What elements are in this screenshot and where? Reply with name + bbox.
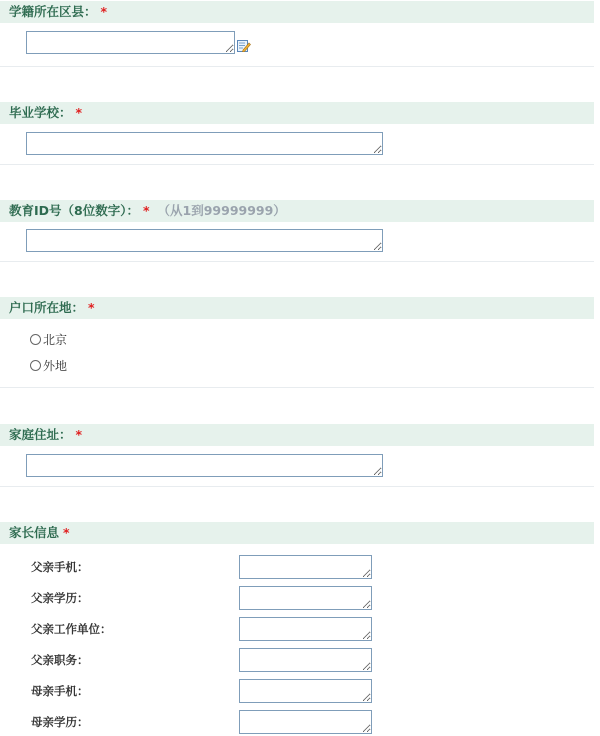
section-divider xyxy=(0,164,594,165)
section-divider xyxy=(0,486,594,487)
radio-circle-icon[interactable] xyxy=(30,360,41,371)
required-mark: * xyxy=(100,4,108,19)
mother-phone-label: 母亲手机： xyxy=(31,684,89,698)
mother-education-input[interactable] xyxy=(239,710,372,734)
father-position-label: 父亲职务： xyxy=(31,653,89,667)
father-education-label: 父亲学历： xyxy=(31,591,89,605)
edit-picker-icon[interactable] xyxy=(237,39,251,52)
father-phone-label: 父亲手机： xyxy=(31,560,89,574)
section-header-hukou xyxy=(0,297,594,319)
address-input[interactable] xyxy=(26,454,383,477)
required-mark: * xyxy=(142,203,150,218)
father-phone-input[interactable] xyxy=(239,555,372,579)
father-education-input[interactable] xyxy=(239,586,372,610)
radio-circle-icon[interactable] xyxy=(30,334,41,345)
section-label: 家庭住址： xyxy=(9,427,72,442)
mother-education-label: 母亲学历： xyxy=(31,715,89,729)
radio-option-other-region[interactable] xyxy=(30,358,67,374)
father-employer-input[interactable] xyxy=(239,617,372,641)
father-employer-label: 父亲工作单位： xyxy=(31,622,112,636)
school-input[interactable] xyxy=(26,132,383,155)
section-divider xyxy=(0,261,594,262)
section-header-address xyxy=(0,424,594,446)
section-header-district xyxy=(0,1,594,23)
required-mark: * xyxy=(88,300,95,315)
radio-label: 外地 xyxy=(43,359,68,373)
required-mark: * xyxy=(75,427,83,442)
section-divider xyxy=(0,387,594,388)
edu-id-hint: （从1到99999999） xyxy=(157,203,286,218)
section-label: 学籍所在区县： xyxy=(9,4,97,19)
section-divider xyxy=(0,66,594,67)
district-input[interactable] xyxy=(26,31,235,54)
mother-phone-input[interactable] xyxy=(239,679,372,703)
section-label: 户口所在地： xyxy=(9,300,85,315)
section-label: 毕业学校： xyxy=(9,105,72,120)
edu-id-input[interactable] xyxy=(26,229,383,252)
radio-option-beijing[interactable] xyxy=(30,332,67,348)
section-header-parents xyxy=(0,522,594,544)
required-mark: * xyxy=(75,105,83,120)
section-label: 家长信息 xyxy=(9,525,60,540)
father-position-input[interactable] xyxy=(239,648,372,672)
required-mark: * xyxy=(63,525,70,540)
section-header-school xyxy=(0,102,594,124)
section-header-edu-id xyxy=(0,200,594,222)
radio-label: 北京 xyxy=(43,333,68,347)
section-label: 教育ID号（8位数字）： xyxy=(9,203,139,218)
